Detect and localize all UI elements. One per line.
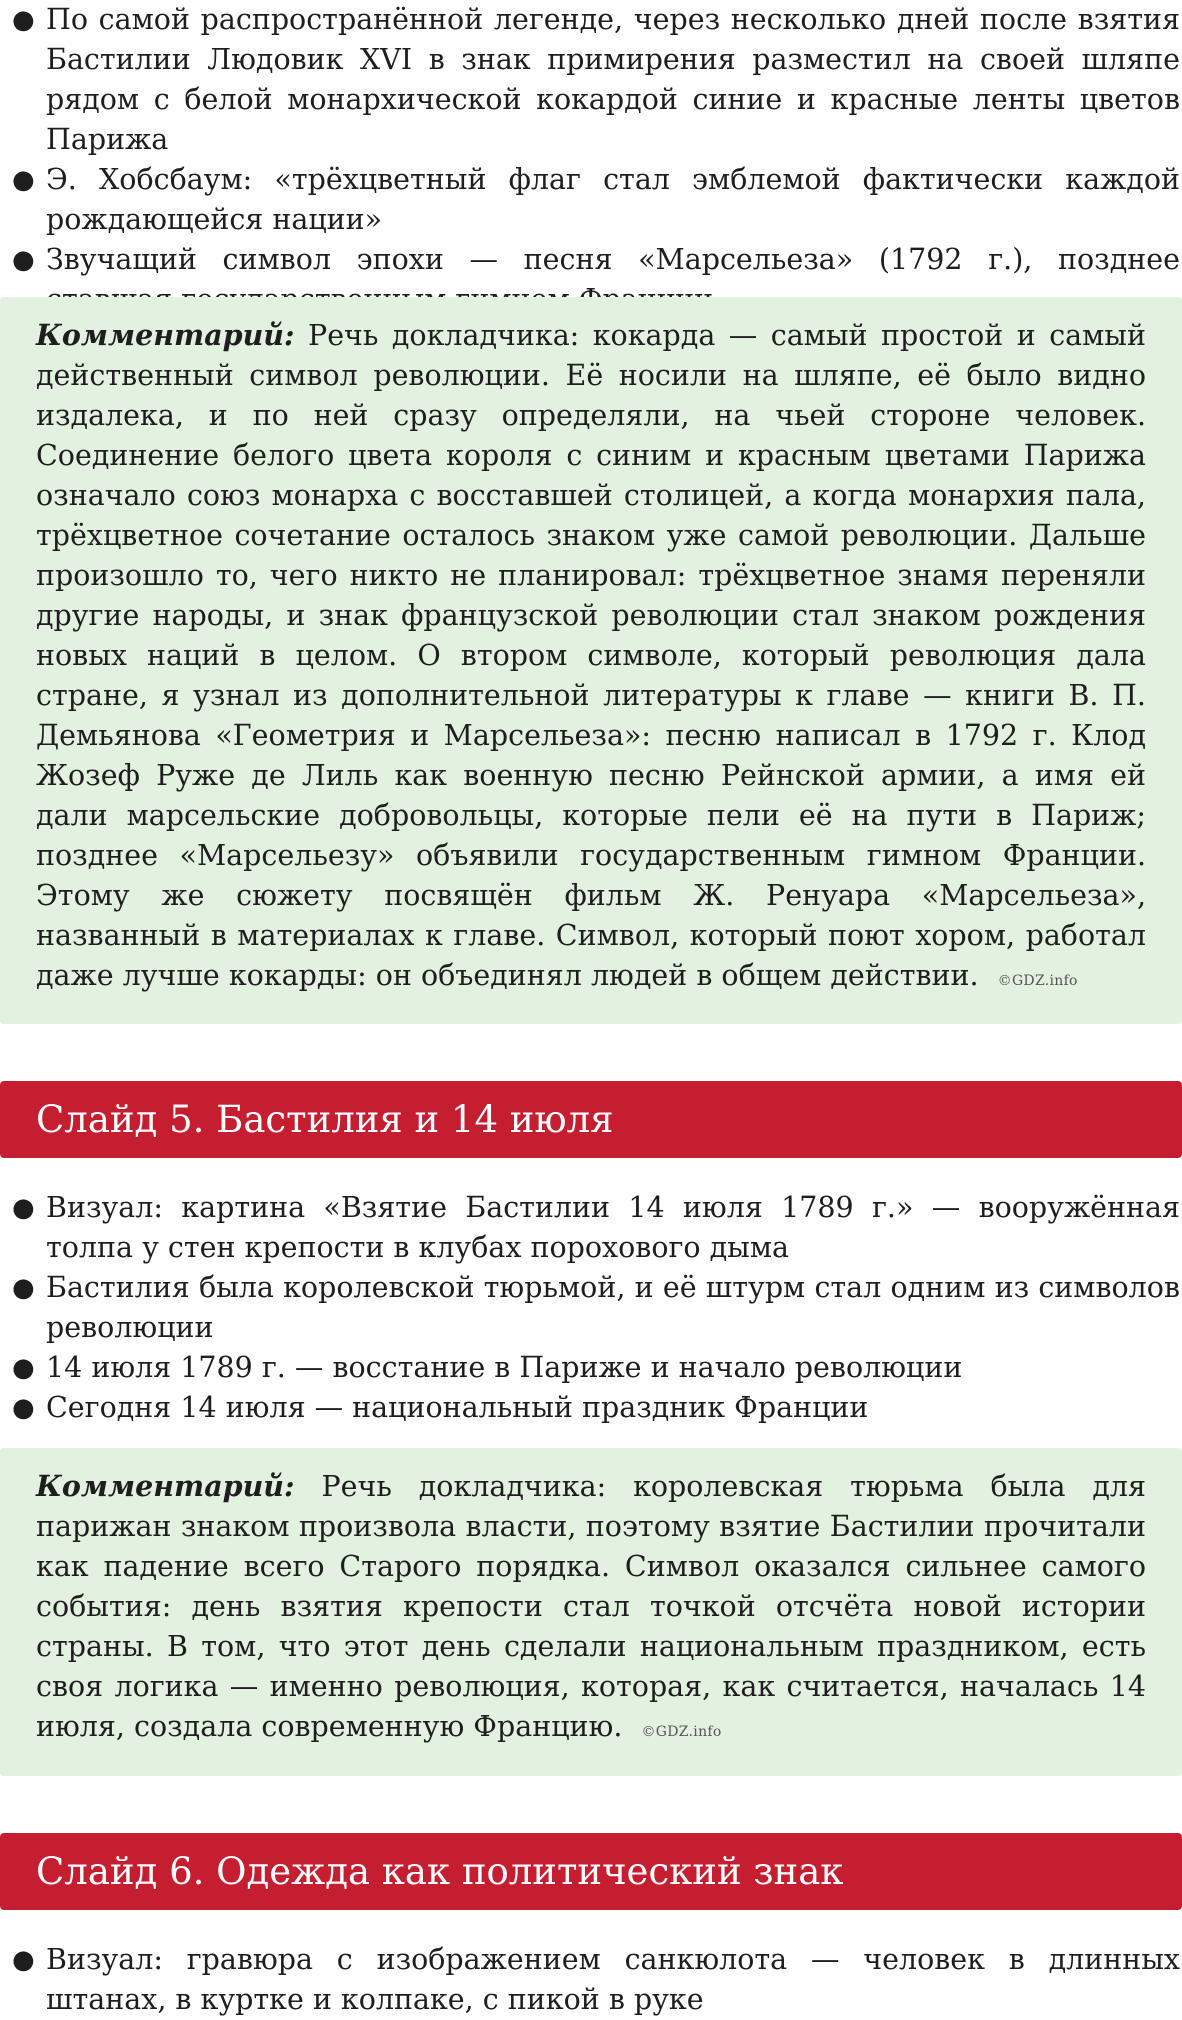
bullet-icon: ● xyxy=(12,1945,35,1975)
watermark-mark: ©GDZ.info xyxy=(641,1724,722,1740)
bullet-icon: ● xyxy=(12,1193,35,1223)
bullet-icon: ● xyxy=(12,1273,35,1303)
bullet-icon: ● xyxy=(12,165,35,195)
bullet-icon: ● xyxy=(12,1393,35,1423)
comment-text: Речь докладчика: королевская тюрьма была для парижан знаком произвола власти, поэтому взятие Бастилии прочитали как падение всего Старого порядка. Символ оказался сильнее самого события: день взятия крепости стал точкой отсчёта новой истории страны. В том, что этот день сделали национальным праздником, есть своя логика — именно революция, которая, как считается, началась 14 июля, создала современную Францию. xyxy=(36,1470,1146,1743)
watermark-mark: ©GDZ.info xyxy=(997,973,1078,989)
list-item: ● 14 июля 1789 г. — восстание в Париже и начало революции xyxy=(8,1348,1180,1388)
comment-text: Речь докладчика: кокарда — самый простой и самый действенный символ революции. Её носили на шляпе, её было видно издалека, и по ней сразу определяли, на чьей стороне человек. Соединение белого цвета короля с синим и красным цветами Парижа означало союз монарха с восставшей столицей, а когда монархия пала, трёхцветное сочетание осталось знаком уже самой революции. Дальше произошло то, чего никто не планировал: трёхцветное знамя переняли другие народы, и знак французской революции стал знаком рождения новых наций в целом. О втором символе, который революция дала стране, я узнал из дополнительной литературы к главе — книги В. П. Демьянова «Геометрия и Марсельеза»: песню написал в 1792 г. Клод Жозеф Руже де Лиль как военную песню Рейнской армии, а имя ей дали марсельские добровольцы, которые пели её на пути в Париж; позднее «Марсельезу» объявили государственным гимном Франции. Этому же сюжету посвящён фильм Ж. Ренуара «Марсельеза», названный в материалах к главе. Символ, который поют хором, работал даже лучше кокарды: он объединял людей в общем действии. xyxy=(36,319,1146,992)
list-item: ● Бастилия была королевской тюрьмой, и её штурм стал одним из символов революции xyxy=(8,1268,1180,1348)
comment-box xyxy=(0,297,1182,1024)
bullet-icon: ● xyxy=(12,1353,35,1383)
comment-lead: Комментарий: xyxy=(36,318,295,352)
list-item: ● Визуал: картина «Взятие Бастилии 14 июля 1789 г.» — вооружённая толпа у стен крепости в клубах порохового дыма xyxy=(8,1188,1180,1268)
bullet-list-slide6 xyxy=(8,1940,1180,2020)
list-item: ● Звучащий символ эпохи — песня «Марсельеза» (1792 г.), позднее xyxy=(8,240,1180,320)
bullet-icon: ● xyxy=(12,5,35,35)
slide-title: Слайд 6. Одежда как политический знак xyxy=(0,1833,1182,1910)
list-item: ● По самой распространённой легенде, через несколько дней после взятия Бастилии Людовик XVI в знак примирения разместил на своей шляпе рядом с белой монархической кокардой синие и красные ленты цветов Парижа xyxy=(8,0,1180,160)
list-item: ● Сегодня 14 июля — национальный праздник Франции xyxy=(8,1388,1180,1428)
slide-title: Слайд 5. Бастилия и 14 июля xyxy=(0,1081,1182,1158)
comment-lead: Комментарий: xyxy=(36,1469,295,1503)
list-item: ● Визуал: гравюра с изображением санкюлота — человек в длинных штанах, в куртке и колпаке, с пикой в руке xyxy=(8,1940,1180,2020)
list-item: ● Э. Хобсбаум: «трёхцветный флаг стал эмблемой фактически каждой рождающейся нации» xyxy=(8,160,1180,240)
bullet-list-slide5 xyxy=(8,1188,1180,1428)
comment-box xyxy=(0,1448,1182,1776)
bullet-icon: ● xyxy=(12,245,35,275)
bullet-list-top xyxy=(8,0,1180,320)
